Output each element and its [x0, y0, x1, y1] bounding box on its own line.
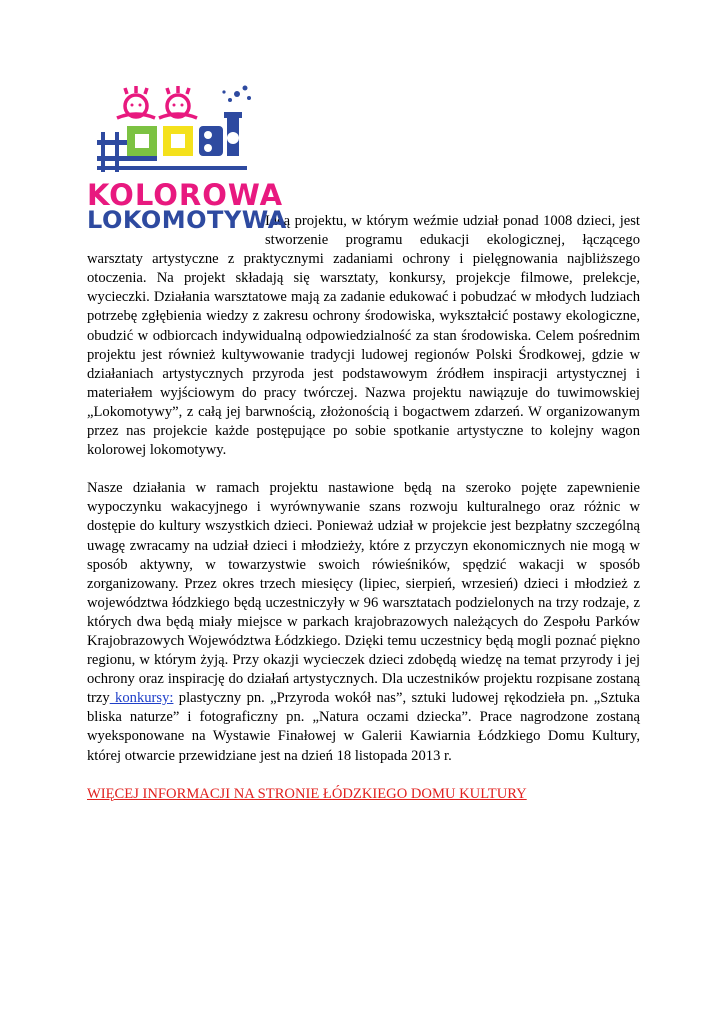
document-page: [87, 80, 640, 804]
paragraph-activities-text-end: plastyczny pn. „Przyroda wokół nas”, sztuki ludowej rękodzieła pn. „Sztuka bliska naturze” i fotograficzny pn. „Natura oczami dziecka”. Prace nagrodzone zostaną wyeksponowane na Wystawie Finałowej w Galerii Kawiarnia Łódzkiego Domu Kultury, której otwarcie przewidziane jest na dzień 18 listopada 2013 r.: [87, 690, 640, 764]
paragraph-activities-text: Nasze działania w ramach projektu nastawione będą na szeroko pojęte zapewnienie wypoczynku wakacyjnego i wyrównywanie szans rozwoju kulturalnego oraz różnic w dostępie do kultury wszystkich dzieci. Ponieważ udział w projekcie jest bezpłatny szczególną uwagę zwracamy na udział dzieci i młodzieży, które z przyczyn ekonomicznych nie mogą w sposób aktywny, w towarzystwie swoich rówieśników, spędzić wakacji w sposób zorganizowany. Przez okres trzech miesięcy (lipiec, sierpień, wrzesień) dzieci i młodzież z województwa łódzkiego będą uczestniczyły w 96 warsztatach podzielonych na trzy rodzaje, z których dwa będą miały miejsce w parkach krajobrazowych należących do Zespołu Parków Krajobrazowych Województwa Łódzkiego. Dzięki temu uczestnicy będą mogli poznać piękno regionu, w którym żyją. Przy okazji wycieczek dzieci zdobędą wiedzę na temat przyrody i jej ochrony oraz inspirację do działań artystycznych. Dla uczestników projektu rozpisane zostaną trzy: [87, 480, 640, 707]
paragraph-project-idea-text: Ideą projektu, w którym weźmie udział ponad 1008 dzieci, jest stworzenie programu edukacji ekologicznej, łączącego warsztaty artystyczne z praktycznymi zadaniami ochrony i pielęgnowania najbliższego otoczenia. Na projekt składają się warsztaty, konkursy, projekcje filmowe, prelekcje, wycieczki. Działania warsztatowe mają za zadanie edukować i pobudzać w młodych ludziach potrzebę zgłębienia wiedzy z zakresu ochrony środowiska, wykształcić postawy ekologiczne, obudzić w odbiorcach indywidualną odpowiedzialność za stan środowiska. Celem pośrednim projektu jest również kultywowanie tradycji ludowej regionów Polski Środkowej, gdzie w działaniach artystycznych przyroda jest podstawowym źródłem inspiracji artystycznej i materiałem wyjściowym do pracy twórczej. Nazwa projektu nawiązuje do tuwimowskiej „Lokomotywy”, z całą jej barwnością, złożonością i bogactwem zdarzeń. W organizowanym przez nas projekcie każde postępujące po sobie spotkanie artystyczne to kolejny wagon kolorowej lokomotywy.: [87, 213, 640, 459]
children-icon: [117, 86, 197, 118]
more-info-link[interactable]: WIĘCEJ INFORMACJI NA STRONIE ŁÓDZKIEGO DOMU KULTURY: [87, 785, 527, 802]
kolorowa-lokomotywa-logo: [87, 80, 287, 234]
logo-text-line2: LOKOMOTYWA: [87, 206, 287, 234]
paragraph-activities: [87, 479, 640, 765]
konkursy-link[interactable]: konkursy:: [109, 690, 174, 707]
logo-text-line1: KOLOROWA: [87, 178, 284, 212]
stars-icon: [222, 86, 251, 103]
train-icon: [97, 112, 247, 172]
